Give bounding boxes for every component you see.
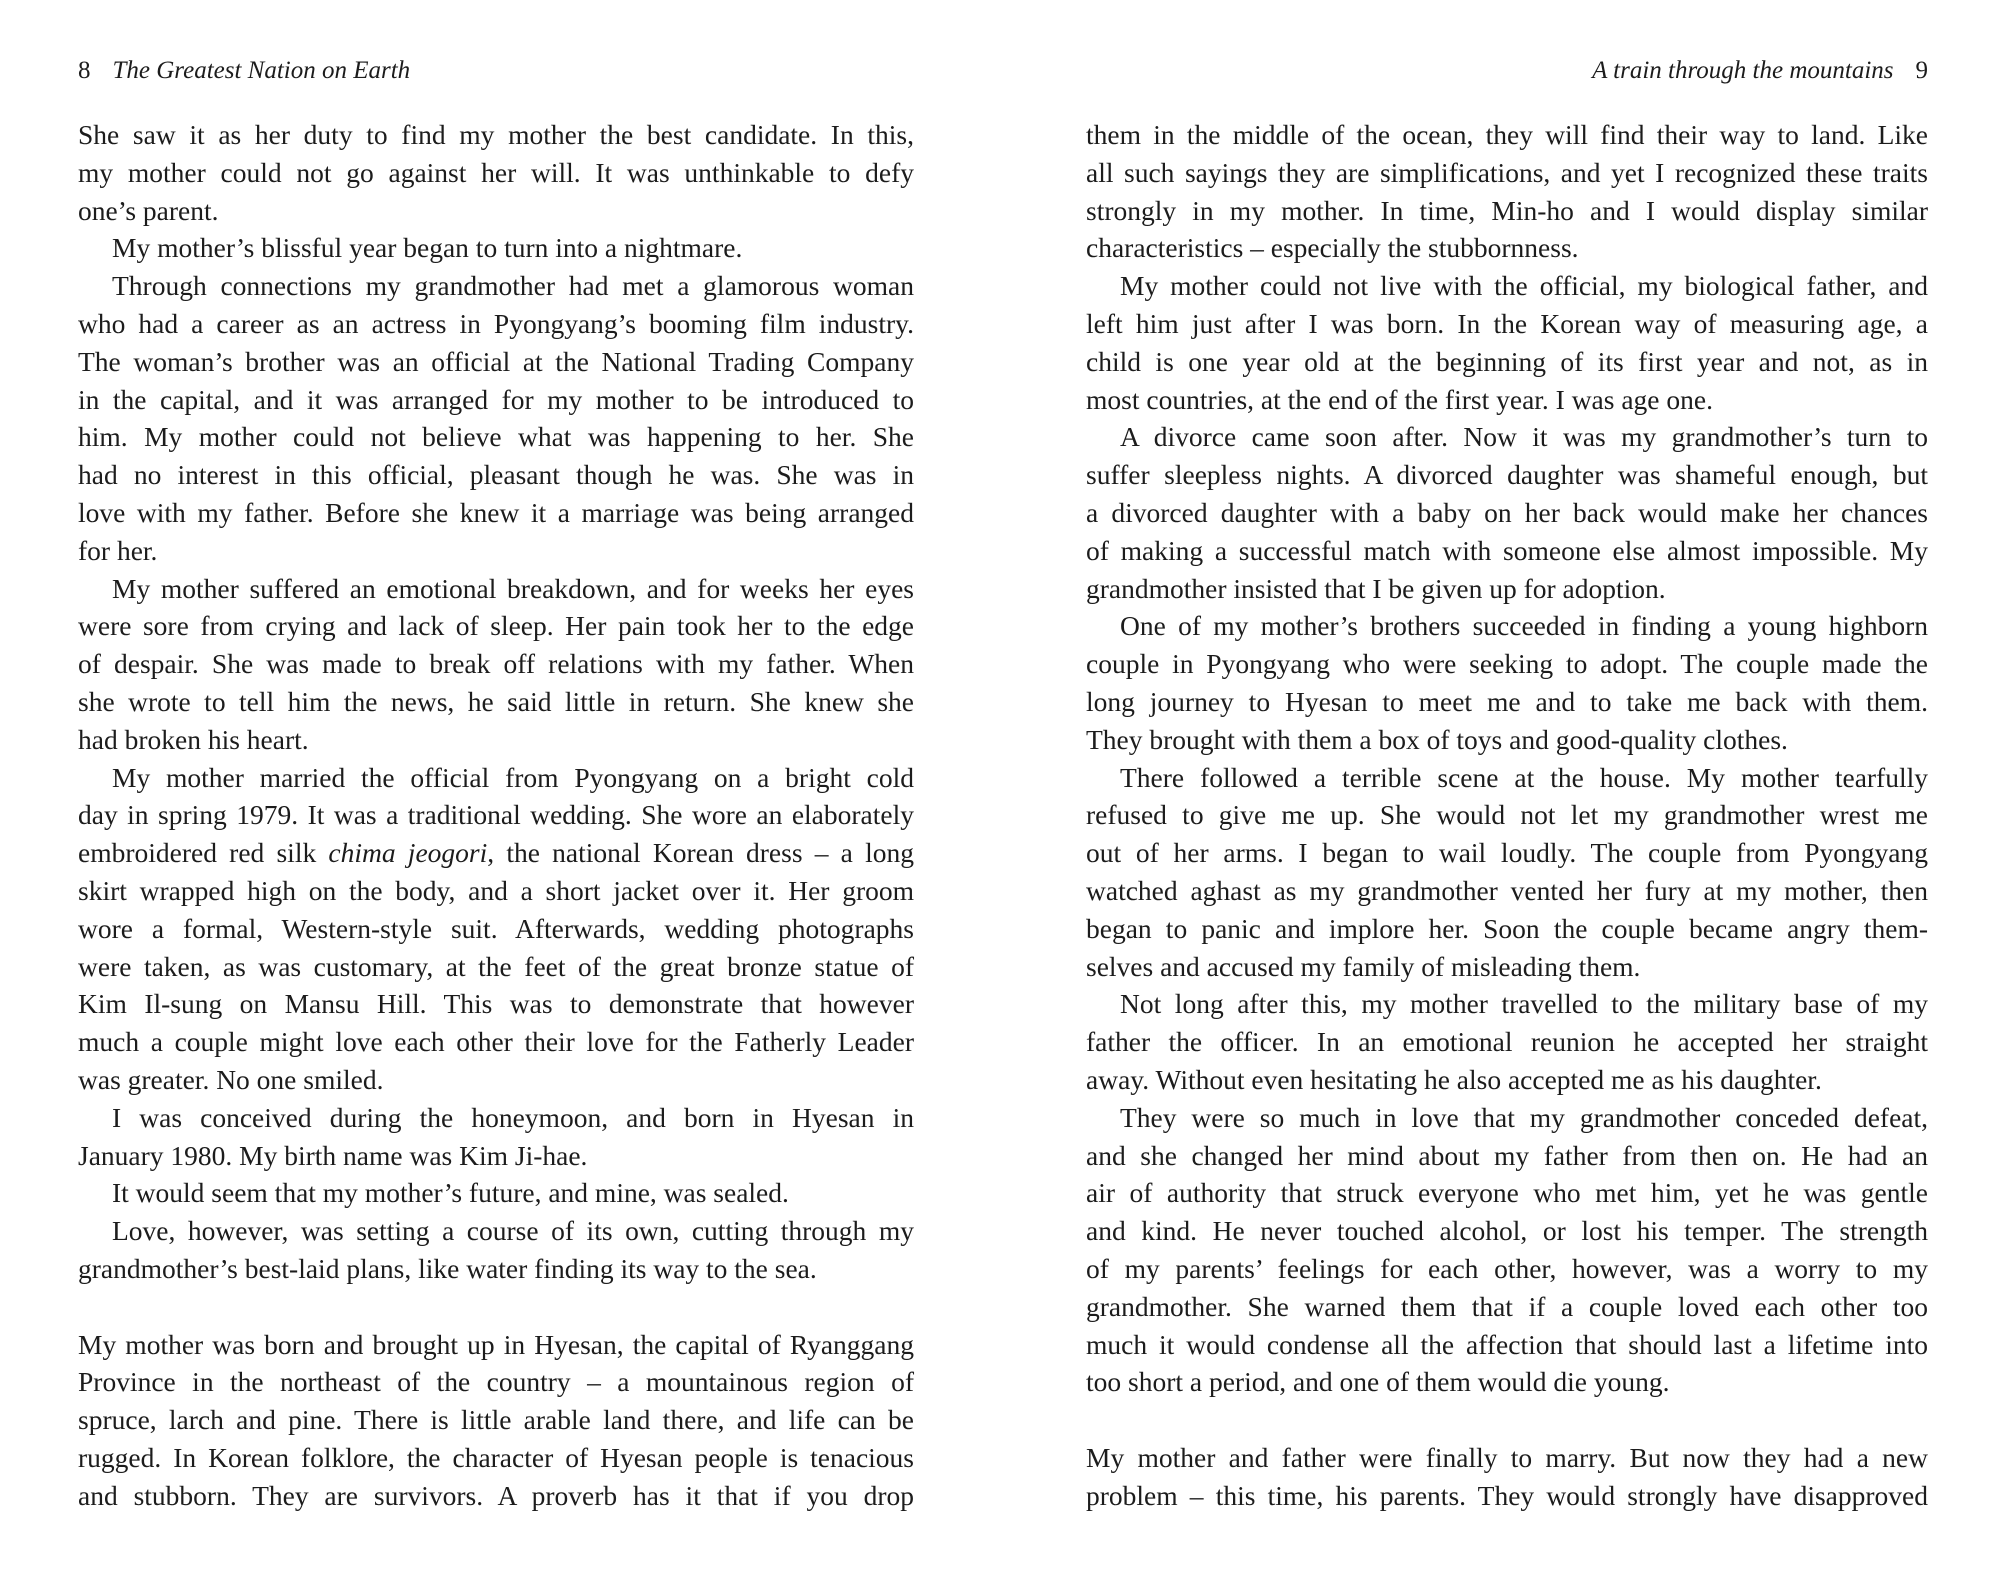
text-line: love with my father. Before she knew it a marriage was being arranged [78, 496, 914, 528]
text-run: , the national Korean dress – a long [487, 837, 914, 869]
text-line: spruce, larch and pine. There is little arable land there, and life can be [78, 1404, 914, 1436]
text-line: and kind. He never touched alcohol, or lost his temper. The strength [1086, 1215, 1928, 1247]
text-line: all such sayings they are simplifications, and yet I recognized these traits [1086, 156, 1928, 188]
text-line: Through connections my grandmother had met a glamorous woman [112, 270, 914, 302]
text-line: grandmother’s best-laid plans, like water finding its way to the sea. [78, 1252, 817, 1284]
text-line: skirt wrapped high on the body, and a short jacket over it. Her groom [78, 874, 914, 906]
text-line: was greater. No one smiled. [78, 1063, 384, 1095]
text-line: January 1980. My birth name was Kim Ji-hae. [78, 1139, 588, 1171]
text-line: air of authority that struck everyone who met him, yet he was gentle [1086, 1177, 1928, 1209]
text-line: began to panic and implore her. Soon the couple became angry them- [1086, 912, 1928, 944]
text-line: strongly in my mother. In time, Min-ho and I would display similar [1086, 194, 1928, 226]
right-page-number: 9 [1915, 57, 1928, 84]
text-line: watched aghast as my grandmother vented her fury at my mother, then [1086, 874, 1928, 906]
section-break [78, 1288, 914, 1326]
text-line: There followed a terrible scene at the house. My mother tearfully [1120, 761, 1928, 793]
text-line: too short a period, and one of them would die young. [1086, 1366, 1670, 1398]
text-line: and she changed her mind about my father from then on. He had an [1086, 1139, 1928, 1171]
text-line: out of her arms. I began to wail loudly. The couple from Pyongyang [1086, 837, 1928, 869]
text-line: for her. [78, 534, 158, 566]
text-line: My mother’s blissful year began to turn into a nightmare. [112, 232, 743, 264]
text-line: child is one year old at the beginning of its first year and not, as in [1086, 345, 1928, 377]
text-line: them in the middle of the ocean, they will find their way to land. Like [1086, 119, 1928, 150]
text-line: suffer sleepless nights. A divorced daughter was shameful enough, but [1086, 459, 1928, 491]
text-line: my mother could not go against her will. It was unthinkable to defy [78, 156, 914, 188]
text-line: My mother suffered an emotional breakdown, and for weeks her eyes [112, 572, 914, 604]
text-line: grandmother. She warned them that if a couple loved each other too [1086, 1290, 1928, 1322]
text-line: most countries, at the end of the first year. I was age one. [1086, 383, 1713, 415]
text-line: My mother could not live with the official, my biological father, and [1120, 270, 1928, 302]
text-line: father the officer. In an emotional reunion he accepted her straight [1086, 1026, 1928, 1058]
text-run: embroidered red silk [78, 837, 329, 869]
section-break [1086, 1401, 1928, 1439]
italic-term: chima jeogori [328, 837, 488, 869]
text-line: grandmother insisted that I be given up for adoption. [1086, 572, 1666, 604]
text-line: They were so much in love that my grandmother conceded defeat, [1120, 1101, 1928, 1133]
right-running-head-title: A train through the mountains [1592, 57, 1894, 84]
text-line: problem – this time, his parents. They would strongly have disapproved [1086, 1479, 1928, 1511]
text-line: Not long after this, my mother travelled to the military base of my [1120, 988, 1928, 1020]
text-line: The woman’s brother was an official at the National Trading Company [78, 345, 914, 377]
text-line: A divorce came soon after. Now it was my grandmother’s turn to [1120, 421, 1928, 453]
text-line: It would seem that my mother’s future, and mine, was sealed. [112, 1177, 789, 1209]
text-line: left him just after I was born. In the Korean way of measuring age, a [1086, 307, 1928, 339]
text-line: much a couple might love each other their love for the Fatherly Leader [78, 1026, 914, 1058]
text-line: She saw it as her duty to find my mother the best candidate. In this, [78, 119, 914, 150]
text-line: of my parents’ feelings for each other, however, was a worry to my [1086, 1252, 1928, 1284]
right-page [1000, 0, 2000, 1584]
text-line: much it would condense all the affection that should last a lifetime into [1086, 1328, 1928, 1360]
text-line: had no interest in this official, pleasant though he was. She was in [78, 459, 914, 491]
text-line: and stubborn. They are survivors. A proverb has it that if you drop [78, 1479, 914, 1511]
right-running-head [1592, 56, 1928, 86]
text-line: day in spring 1979. It was a traditional wedding. She wore an elaborately [78, 799, 914, 831]
text-line: of making a successful match with someone else almost impossible. My [1086, 534, 1928, 566]
left-page-number: 8 [78, 57, 91, 84]
text-line: Province in the northeast of the country – a mountainous region of [78, 1366, 914, 1398]
text-line: she wrote to tell him the news, he said little in return. She knew she [78, 685, 914, 717]
text-line: selves and accused my family of misleading them. [1086, 950, 1641, 982]
text-line: long journey to Hyesan to meet me and to take me back with them. [1086, 685, 1928, 717]
text-line: of despair. She was made to break off relations with my father. When [78, 648, 914, 680]
text-line: My mother was born and brought up in Hyesan, the capital of Ryanggang [78, 1328, 914, 1360]
left-running-head [78, 56, 410, 86]
left-body-text [78, 116, 914, 1514]
text-line: a divorced daughter with a baby on her back would make her chances [1086, 496, 1928, 528]
text-line: My mother married the official from Pyongyang on a bright cold [112, 761, 914, 793]
right-body-text [1086, 116, 1928, 1514]
text-line: characteristics – especially the stubbornness. [1086, 232, 1579, 264]
text-line: rugged. In Korean folklore, the character of Hyesan people is tenacious [78, 1441, 914, 1473]
text-line: away. Without even hesitating he also accepted me as his daughter. [1086, 1063, 1822, 1095]
text-line: wore a formal, Western-style suit. Afterwards, wedding photographs [78, 912, 914, 944]
text-line: I was conceived during the honeymoon, and born in Hyesan in [112, 1101, 914, 1133]
text-line: had broken his heart. [78, 723, 309, 755]
text-line: Kim Il-sung on Mansu Hill. This was to demonstrate that however [78, 988, 914, 1020]
text-line: refused to give me up. She would not let my grandmother wrest me [1086, 799, 1928, 831]
text-line: were taken, as was customary, at the feet of the great bronze statue of [78, 950, 914, 982]
text-line: one’s parent. [78, 194, 219, 226]
left-running-head-title: The Greatest Nation on Earth [112, 57, 411, 84]
text-line: Love, however, was setting a course of its own, cutting through my [112, 1215, 914, 1247]
text-line: One of my mother’s brothers succeeded in finding a young highborn [1120, 610, 1928, 642]
text-line: him. My mother could not believe what was happening to her. She [78, 421, 914, 453]
text-line: They brought with them a box of toys and good-quality clothes. [1086, 723, 1788, 755]
text-line: couple in Pyongyang who were seeking to adopt. The couple made the [1086, 648, 1928, 680]
text-line: in the capital, and it was arranged for my mother to be introduced to [78, 383, 914, 415]
text-line: My mother and father were finally to marry. But now they had a new [1086, 1441, 1928, 1473]
text-line: who had a career as an actress in Pyongyang’s booming film industry. [78, 307, 914, 339]
text-line [78, 834, 914, 872]
text-line: were sore from crying and lack of sleep. Her pain took her to the edge [78, 610, 914, 642]
